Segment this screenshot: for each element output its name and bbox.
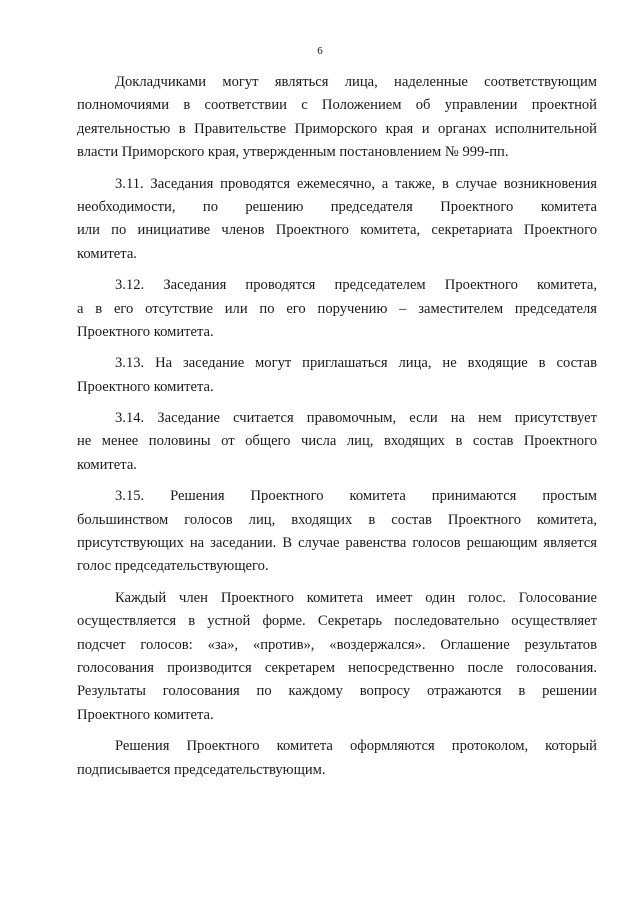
paragraph-3-15 (77, 485, 597, 579)
text-line: осуществляется в устной форме. Секретарь последовательно осуществляет (77, 613, 597, 630)
text-line: Решения Проектного комитета оформляются протоколом, который (115, 738, 597, 755)
paragraph-3-14 (77, 407, 597, 477)
text-line: а в его отсутствие или по его поручению – заместителем председателя (77, 300, 597, 317)
page-number: 6 (317, 45, 323, 57)
text-line: Проектного комитета. (77, 706, 214, 723)
text-line: Проектного комитета. (77, 323, 214, 340)
text-line: подписывается председательствующим. (77, 761, 326, 778)
text-line: 3.15. Решения Проектного комитета принимаются простым (115, 488, 597, 505)
text-line: Проектного комитета. (77, 378, 214, 395)
text-line: необходимости, по решению председателя Проектного комитета (77, 198, 597, 215)
text-line: деятельностью в Правительстве Приморского края и органах исполнительной (77, 120, 597, 137)
text-line: подсчет голосов: «за», «против», «воздержался». Оглашение результатов (77, 636, 597, 653)
text-line: голос председательствующего. (77, 558, 269, 575)
text-line: комитета. (77, 245, 137, 262)
paragraph-3-13 (77, 352, 597, 399)
paragraph-speakers (77, 71, 597, 165)
paragraph-3-11 (77, 173, 597, 267)
text-line: или по инициативе членов Проектного комитета, секретариата Проектного (77, 222, 597, 239)
text-line: не менее половины от общего числа лиц, входящих в состав Проектного (77, 433, 597, 450)
text-line: полномочиями в соответствии с Положением об управлении проектной (77, 97, 597, 114)
text-line: 3.14. Заседание считается правомочным, если на нем присутствует (115, 410, 597, 427)
text-line: власти Приморского края, утвержденным постановлением № 999-пп. (77, 144, 509, 161)
text-line: 3.12. Заседания проводятся председателем Проектного комитета, (115, 277, 597, 294)
paragraph-3-12 (77, 274, 597, 344)
text-line: 3.11. Заседания проводятся ежемесячно, а также, в случае возникновения (115, 175, 597, 192)
text-line: Результаты голосования по каждому вопросу отражаются в решении (77, 683, 597, 700)
text-line: Каждый член Проектного комитета имеет один голос. Голосование (115, 589, 597, 606)
text-line: 3.13. На заседание могут приглашаться лица, не входящие в состав (115, 355, 597, 372)
paragraph-protocol (77, 735, 597, 782)
paragraph-voting (77, 587, 597, 727)
text-line: присутствующих на заседании. В случае равенства голосов решающим является (77, 535, 597, 552)
text-line: голосования производится секретарем непосредственно после голосования. (77, 659, 597, 676)
text-line: Докладчиками могут являться лица, наделенные соответствующим (115, 74, 597, 90)
text-line: большинством голосов лиц, входящих в состав Проектного комитета, (77, 511, 597, 528)
document-body (77, 71, 597, 782)
text-line: комитета. (77, 456, 137, 473)
